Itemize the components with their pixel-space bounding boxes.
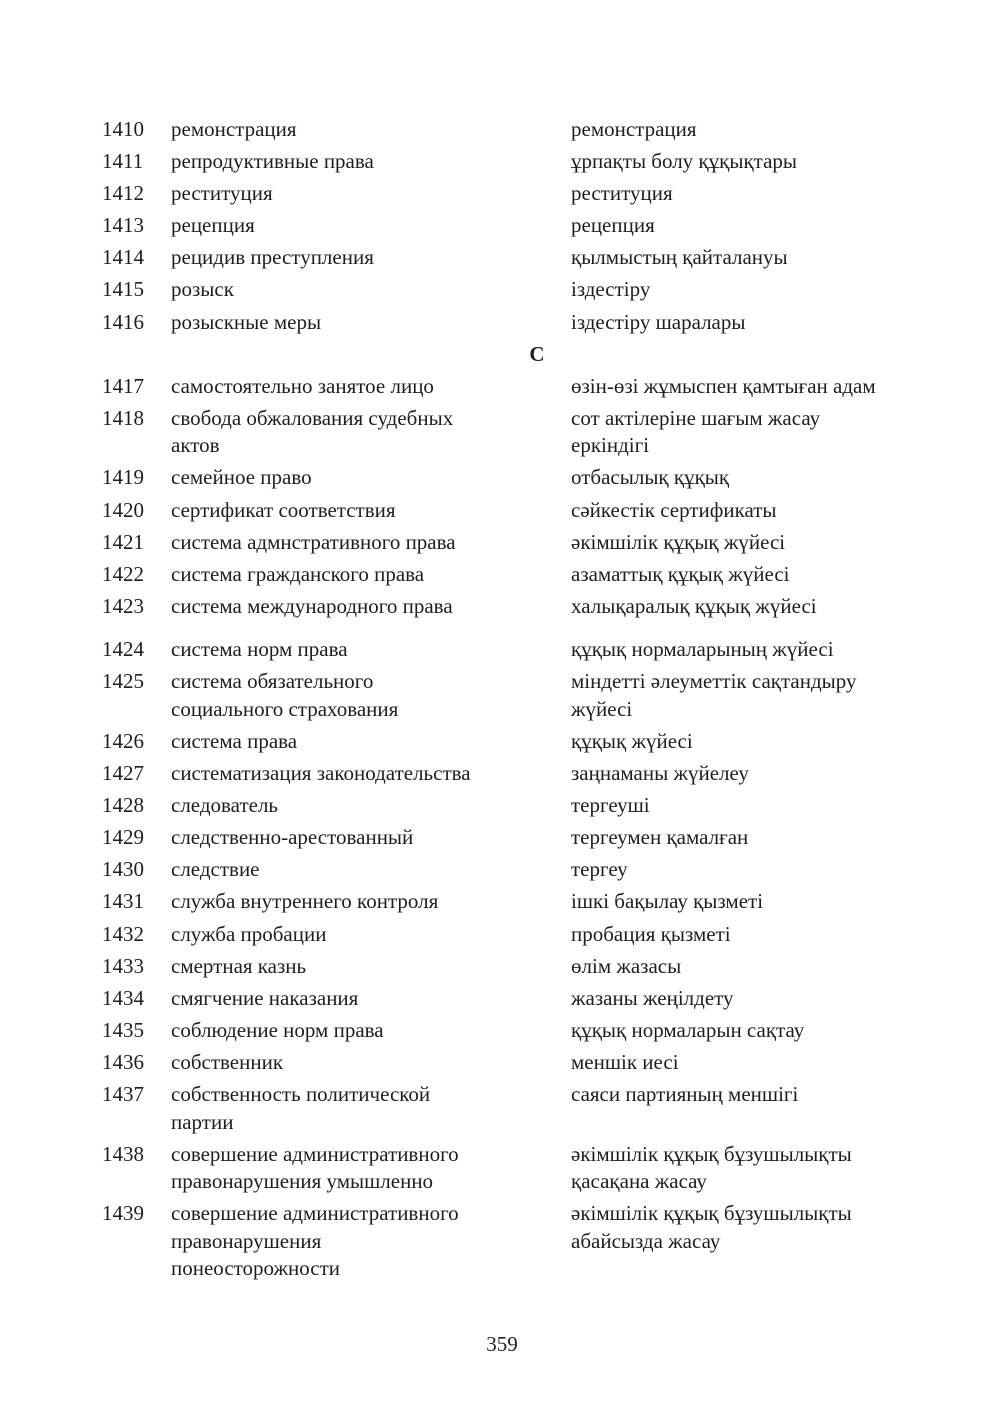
russian-term-line: социального страхования <box>171 696 399 721</box>
russian-term-line: актов <box>171 433 220 458</box>
kazakh-term <box>571 309 922 337</box>
russian-term-line: система адмнстративного права <box>171 529 456 554</box>
russian-term <box>171 593 571 621</box>
russian-term <box>171 1141 571 1196</box>
entry-number: 1424 <box>102 637 144 662</box>
kazakh-term-line: реституция <box>571 181 673 206</box>
kazakh-term-line: ішкі бақылау қызметі <box>571 889 764 914</box>
entry-number: 1418 <box>102 405 144 430</box>
entry-number: 1427 <box>102 761 144 786</box>
russian-term <box>171 497 571 525</box>
entry-number: 1414 <box>102 245 144 270</box>
glossary-entry-1438 <box>102 1141 922 1196</box>
kazakh-term <box>571 180 922 208</box>
entry-number: 1423 <box>102 593 144 618</box>
kazakh-term-line: міндетті әлеуметтік сақтандыру <box>571 669 857 694</box>
russian-term <box>171 921 571 949</box>
kazakh-term <box>571 1017 922 1045</box>
russian-term <box>171 856 571 884</box>
kazakh-term-line: тергеу <box>571 857 628 882</box>
russian-term-line: система обязательного <box>171 669 374 694</box>
kazakh-term-line: ремонстрация <box>571 117 697 141</box>
russian-term-line: система международного права <box>171 593 453 618</box>
kazakh-term <box>571 888 922 916</box>
glossary-entry-1417 <box>102 373 922 401</box>
russian-term <box>171 309 571 337</box>
kazakh-term-line: өлім жазасы <box>571 953 682 978</box>
kazakh-term-line: азаматтық құқық жүйесі <box>571 561 790 586</box>
kazakh-term-line: құқық жүйесі <box>571 729 693 753</box>
entry-number: 1412 <box>102 181 144 206</box>
russian-term-line: система гражданского права <box>171 561 425 586</box>
russian-term <box>171 212 571 240</box>
kazakh-term <box>571 1081 922 1136</box>
russian-term-line: рецидив преступления <box>171 245 374 270</box>
kazakh-term <box>571 1141 922 1196</box>
kazakh-term <box>571 529 922 557</box>
russian-term-line: реституция <box>171 181 273 206</box>
glossary-entry-1413 <box>102 212 922 240</box>
entries-section-r <box>102 116 922 336</box>
kazakh-term-line: әкімшілік құқық бұзушылықты <box>571 1141 852 1166</box>
kazakh-term-line: халықаралық құқық жүйесі <box>571 593 817 618</box>
glossary-entry-1426 <box>102 728 922 756</box>
russian-term <box>171 561 571 589</box>
kazakh-term-line: тергеуші <box>571 793 650 818</box>
entry-number: 1413 <box>102 213 144 238</box>
russian-term <box>171 792 571 820</box>
glossary-entry-1434 <box>102 985 922 1013</box>
kazakh-term-line: әкімшілік құқық бұзушылықты <box>571 1201 852 1226</box>
glossary-entry-1420 <box>102 497 922 525</box>
kazakh-term-line: заңнаманы жүйелеу <box>571 761 749 786</box>
kazakh-term-line: қылмыстың қайталануы <box>571 245 788 270</box>
russian-term-line: свобода обжалования судебных <box>171 405 454 430</box>
kazakh-term-line: құқық нормаларының жүйесі <box>571 637 834 662</box>
kazakh-term <box>571 116 922 144</box>
entry-number: 1431 <box>102 889 144 914</box>
glossary-entry-1421 <box>102 529 922 557</box>
russian-term <box>171 1049 571 1077</box>
entry-number: 1425 <box>102 669 144 694</box>
russian-term <box>171 180 571 208</box>
glossary-entry-1415 <box>102 276 922 304</box>
glossary-entry-1419 <box>102 464 922 492</box>
kazakh-term <box>571 244 922 272</box>
russian-term <box>171 760 571 788</box>
russian-term <box>171 888 571 916</box>
kazakh-term-line: өзін-өзі жұмыспен қамтыған адам <box>571 373 876 398</box>
russian-term-line: служба внутреннего контроля <box>171 889 439 914</box>
kazakh-term <box>571 497 922 525</box>
russian-term-line: розыскные меры <box>171 309 322 334</box>
kazakh-term-line: әкімшілік құқық жүйесі <box>571 529 786 554</box>
kazakh-term <box>571 824 922 852</box>
russian-term-line: семейное право <box>171 465 312 490</box>
glossary-entry-1428 <box>102 792 922 820</box>
russian-term <box>171 824 571 852</box>
russian-term <box>171 464 571 492</box>
russian-term-line: следствие <box>171 857 260 882</box>
entry-number: 1438 <box>102 1141 144 1166</box>
kazakh-term <box>571 561 922 589</box>
russian-term-line: служба пробации <box>171 921 327 946</box>
entry-number: 1421 <box>102 529 144 554</box>
russian-term-line: смертная казнь <box>171 953 307 978</box>
kazakh-term-line: пробация қызметі <box>571 921 731 946</box>
russian-term-line: сертификат соответствия <box>171 497 396 522</box>
russian-term <box>171 1200 571 1283</box>
russian-term-line: репродуктивные права <box>171 149 374 174</box>
kazakh-term-line: еркіндігі <box>571 433 650 458</box>
russian-term-line: правонарушения <box>171 1228 322 1253</box>
glossary-entry-1410 <box>102 116 922 144</box>
kazakh-term-line: іздестіру шаралары <box>571 309 746 334</box>
kazakh-term-line: меншік иесі <box>571 1049 679 1074</box>
kazakh-term-line: сот актілеріне шағым жасау <box>571 405 821 430</box>
kazakh-term-line: тергеумен қамалған <box>571 825 749 850</box>
entry-number: 1432 <box>102 921 144 946</box>
glossary-entry-1424 <box>102 636 922 664</box>
kazakh-term <box>571 636 922 664</box>
kazakh-term <box>571 593 922 621</box>
glossary-entry-1416 <box>102 309 922 337</box>
russian-term <box>171 1081 571 1136</box>
kazakh-term-line: жүйесі <box>571 696 633 721</box>
kazakh-term <box>571 953 922 981</box>
russian-term <box>171 405 571 460</box>
russian-term-line: систематизация законодательства <box>171 761 471 786</box>
russian-term <box>171 1017 571 1045</box>
russian-term-line: соблюдение норм права <box>171 1017 384 1042</box>
glossary-entry-1436 <box>102 1049 922 1077</box>
russian-term-line: следственно-арестованный <box>171 825 414 850</box>
kazakh-term-line: құқық нормаларын сақтау <box>571 1017 805 1042</box>
kazakh-term <box>571 212 922 240</box>
russian-term <box>171 953 571 981</box>
entry-number: 1439 <box>102 1201 144 1226</box>
russian-term-line: совершение административного <box>171 1141 459 1166</box>
russian-term <box>171 373 571 401</box>
russian-term <box>171 529 571 557</box>
entry-number: 1419 <box>102 465 144 490</box>
kazakh-term <box>571 728 922 756</box>
kazakh-term-line: абайсызда жасау <box>571 1228 721 1253</box>
russian-term-line: правонарушения умышленно <box>171 1169 434 1194</box>
kazakh-term <box>571 1200 922 1283</box>
kazakh-term <box>571 921 922 949</box>
glossary-entry-1411 <box>102 148 922 176</box>
kazakh-term-line: сәйкестік сертификаты <box>571 497 777 522</box>
kazakh-term-line: отбасылық құқық <box>571 465 730 490</box>
glossary-entry-1439 <box>102 1200 922 1283</box>
kazakh-term <box>571 1049 922 1077</box>
kazakh-term <box>571 373 922 401</box>
section-letter-heading: С <box>529 341 545 366</box>
russian-term <box>171 668 571 723</box>
russian-term <box>171 244 571 272</box>
kazakh-term <box>571 760 922 788</box>
glossary-entry-1429 <box>102 824 922 852</box>
kazakh-term <box>571 405 922 460</box>
kazakh-term <box>571 792 922 820</box>
russian-term-line: система норм права <box>171 637 348 662</box>
russian-term-line: ремонстрация <box>171 117 297 141</box>
entry-number: 1410 <box>102 117 144 141</box>
russian-term-line: совершение административного <box>171 1201 459 1226</box>
russian-term-line: самостоятельно занятое лицо <box>171 373 434 398</box>
russian-term <box>171 636 571 664</box>
kazakh-term <box>571 464 922 492</box>
russian-term-line: рецепция <box>171 213 255 238</box>
entry-number: 1435 <box>102 1017 144 1042</box>
glossary-entry-1412 <box>102 180 922 208</box>
kazakh-term-line: қасақана жасау <box>571 1169 707 1194</box>
entries-section-s <box>102 373 922 1283</box>
russian-term-line: собственник <box>171 1049 284 1074</box>
russian-term <box>171 116 571 144</box>
kazakh-term <box>571 148 922 176</box>
glossary-entry-1431 <box>102 888 922 916</box>
kazakh-term <box>571 668 922 723</box>
entry-number: 1437 <box>102 1082 144 1107</box>
kazakh-term <box>571 276 922 304</box>
russian-term-line: понеосторожности <box>171 1256 341 1281</box>
entry-number: 1434 <box>102 985 144 1010</box>
russian-term-line: система права <box>171 729 298 753</box>
glossary-entry-1433 <box>102 953 922 981</box>
entry-number: 1416 <box>102 309 144 334</box>
russian-term <box>171 985 571 1013</box>
entry-number: 1411 <box>102 149 144 174</box>
glossary-entries <box>102 116 922 1287</box>
entry-number: 1417 <box>102 373 144 398</box>
page-number: 359 <box>486 1332 518 1356</box>
russian-term <box>171 148 571 176</box>
russian-term-line: партии <box>171 1109 234 1134</box>
entry-number: 1430 <box>102 857 144 882</box>
kazakh-term-line: саяси партияның меншігі <box>571 1082 799 1107</box>
entry-number: 1433 <box>102 953 144 978</box>
glossary-entry-1430 <box>102 856 922 884</box>
kazakh-term-line: ұрпақты болу құқықтары <box>571 149 798 174</box>
entry-number: 1428 <box>102 793 144 818</box>
glossary-entry-1418 <box>102 405 922 460</box>
russian-term-line: смягчение наказания <box>171 985 359 1010</box>
glossary-entry-1437 <box>102 1081 922 1136</box>
kazakh-term-line: жазаны жеңілдету <box>571 985 734 1010</box>
russian-term-line: следователь <box>171 793 278 818</box>
entry-number: 1436 <box>102 1049 144 1074</box>
russian-term-line: розыск <box>171 277 234 302</box>
kazakh-term-line: рецепция <box>571 213 655 238</box>
russian-term-line: собственность политической <box>171 1082 431 1107</box>
kazakh-term-line: іздестіру <box>571 277 651 302</box>
glossary-entry-1432 <box>102 921 922 949</box>
glossary-entry-1414 <box>102 244 922 272</box>
glossary-entry-1435 <box>102 1017 922 1045</box>
entry-number: 1420 <box>102 497 144 522</box>
entry-number: 1426 <box>102 729 144 753</box>
entry-number: 1429 <box>102 825 144 850</box>
glossary-entry-1425 <box>102 668 922 723</box>
entry-number: 1415 <box>102 277 144 302</box>
glossary-entry-1422 <box>102 561 922 589</box>
kazakh-term <box>571 856 922 884</box>
kazakh-term <box>571 985 922 1013</box>
glossary-entry-1427 <box>102 760 922 788</box>
entry-number: 1422 <box>102 561 144 586</box>
russian-term <box>171 728 571 756</box>
glossary-entry-1423 <box>102 593 922 621</box>
russian-term <box>171 276 571 304</box>
